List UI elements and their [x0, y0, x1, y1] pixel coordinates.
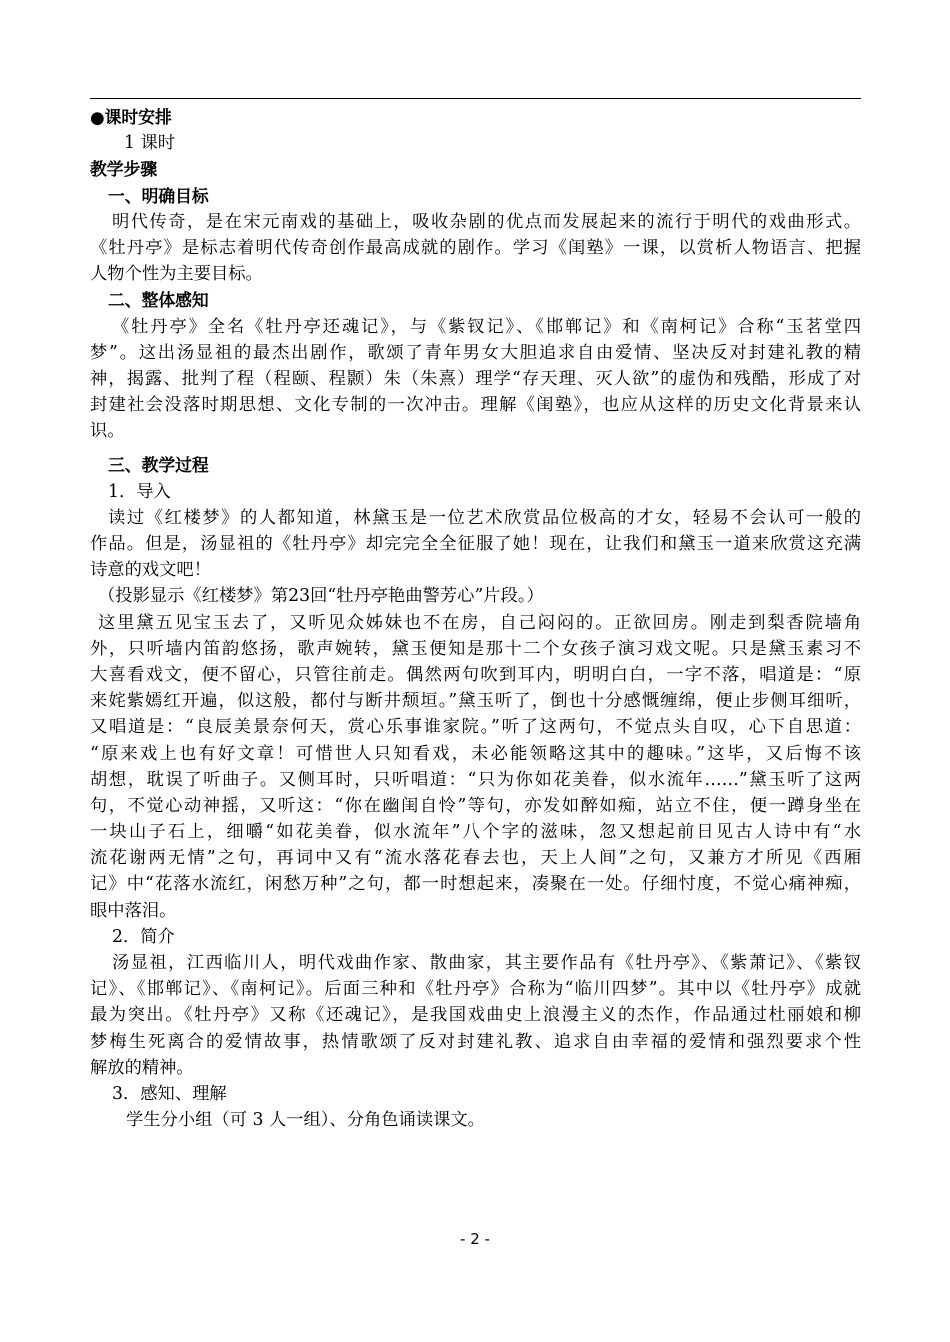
excerpt-line: 记》中“花落水流红，闲愁万种”之句，都一时想起来，凑聚在一处。仔细忖度，不觉心痛神痴，: [90, 874, 861, 895]
sub1-line: 读过《红楼梦》的人都知道，林黛玉是一位艺术欣赏品位极高的才女，轻易不会认可一般的: [108, 507, 861, 528]
steps-heading: 教学步骤: [90, 159, 158, 180]
section1-line: 《牡丹亭》是标志着明代传奇创作最高成就的剧作。学习《闺塾》一课，以赏析人物语言、把握: [90, 237, 861, 258]
excerpt-line: 句，不觉心动神摇，又听这：“你在幽闺自怜”等句，亦发如醉如痴，站立不住，便一蹲身坐在: [90, 795, 861, 816]
excerpt-line: 大喜看戏文，便不留心，只管往前走。偶然两句吹到耳内，明明白白，一字不落，唱道是：“原: [90, 664, 861, 685]
section2-line: 《牡丹亭》全名《牡丹亭还魂记》，与《紫钗记》、《邯郸记》和《南柯记》合称“玉茗堂四: [112, 316, 861, 337]
section1-line: 人物个性为主要目标。: [90, 264, 263, 285]
schedule-value: 1 课时: [124, 133, 176, 154]
document-body: [90, 104, 861, 1133]
section2-line: 封建社会没落时期思想、文化专制的一次冲击。理解《闺塾》，也应从这样的历史文化背景来认: [90, 395, 861, 416]
sub1-line: 诗意的戏文吧！: [90, 560, 211, 581]
excerpt-line: “原来戏上也有好文章！可惜世人只知看戏，未必能领略这其中的趣味。”这毕，又后悔不该: [90, 743, 861, 764]
sub1-heading: 1．导入: [108, 481, 171, 502]
section1-heading: 一、明确目标: [108, 185, 209, 206]
excerpt-line: 这里黛五见宝玉去了，又听见众姊妹也不在房，自己闷闷的。正欲回房。刚走到梨香院墙角: [98, 612, 861, 633]
sub2-line: 解放的精神。: [90, 1057, 194, 1078]
projection-note: （投影显示《红楼梦》第23回“牡丹亭艳曲警芳心”片段。）: [98, 586, 544, 607]
section2-line: 识。: [90, 421, 125, 442]
excerpt-line: 又唱道是：“良辰美景奈何天，赏心乐事谁家院。”听了这两句，不觉点头自叹，心下自思道：: [90, 717, 861, 738]
sub3-line: 学生分小组（可 3 人一组）、分角色诵读课文。: [126, 1110, 485, 1131]
sub2-line: 汤显祖，江西临川人，明代戏曲作家、散曲家，其主要作品有《牡丹亭》、《紫萧记》、《紫钗: [112, 953, 861, 973]
section2-heading: 二、整体感知: [108, 290, 209, 311]
excerpt-line: 外，只听墙内笛韵悠扬，歌声婉转，黛玉便知是那十二个女孩子演习戏文呢。只是黛玉素习不: [90, 638, 861, 659]
excerpt-line: 一块山子石上，细嚼“如花美眷，似水流年”八个字的滋味，忽又想起前日见古人诗中有“水: [90, 822, 861, 843]
header-rule: [90, 98, 861, 99]
sub3-heading: 3．感知、理解: [112, 1083, 227, 1104]
schedule-heading: ●课时安排: [90, 107, 172, 127]
section2-line: 梦”。这出汤显祖的最杰出剧作，歌颂了青年男女大胆追求自由爱情、坚决反对封建礼教的精: [90, 342, 861, 363]
section2-line: 神，揭露、批判了程（程颐、程颢）朱（朱熹）理学“存天理、灭人欲”的虚伪和残酷，形成了对: [90, 368, 861, 389]
excerpt-line: 流花谢两无情”之句，再词中又有“流水落花春去也，天上人间”之句，又兼方才所见《西厢: [90, 848, 861, 869]
page-number: - 2 -: [460, 1230, 490, 1248]
excerpt-line: 眼中落泪。: [90, 900, 177, 921]
sub1-line: 作品。但是，汤显祖的《牡丹亭》却完完全全征服了她！现在，让我们和黛玉一道来欣赏这充满: [90, 534, 861, 554]
section3-heading: 三、教学过程: [108, 455, 209, 476]
excerpt-line: 胡想，耽误了听曲子。又侧耳时，只听唱道：“只为你如花美眷，似水流年……”黛玉听了这两: [90, 769, 861, 790]
sub2-line: 最为突出。《牡丹亭》又称《还魂记》，是我国戏曲史上浪漫主义的杰作，作品通过杜丽娘和柳: [90, 1005, 861, 1026]
section1-line: 明代传奇，是在宋元南戏的基础上，吸收杂剧的优点而发展起来的流行于明代的戏曲形式。: [112, 211, 861, 232]
sub2-heading: 2．简介: [112, 926, 175, 947]
sub2-line: 梦梅生死离合的爱情故事，热情歌颂了反对封建礼教、追求自由幸福的爱情和强烈要求个性: [90, 1031, 861, 1052]
sub2-line: 记》、《邯郸记》、《南柯记》。后面三种和《牡丹亭》合称为“临川四梦”。其中以《牡丹亭》成就: [90, 979, 861, 1000]
excerpt-line: 来姹紫嫣红开遍，似这般，都付与断井颓垣。”黛玉听了，倒也十分感慨缠绵，便止步侧耳细听，: [90, 691, 861, 712]
